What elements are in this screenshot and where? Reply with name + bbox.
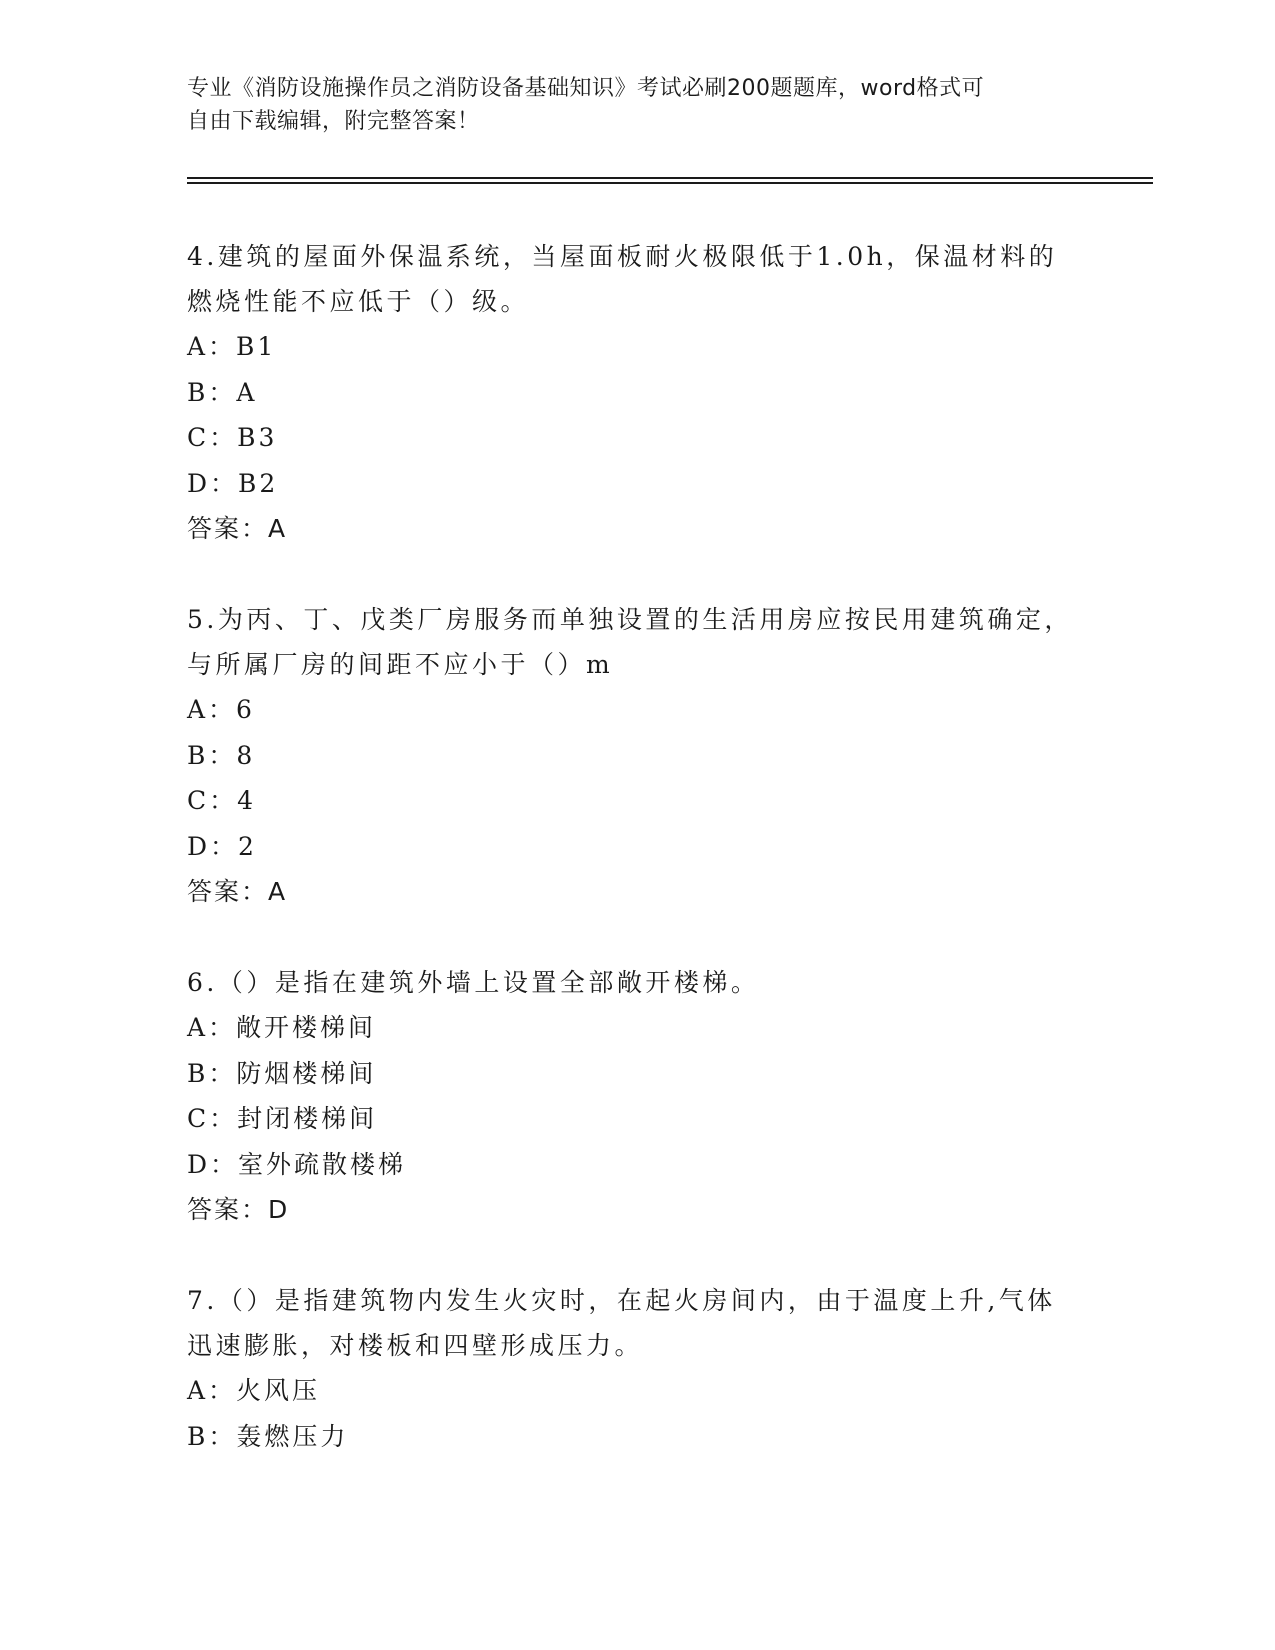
question-stem bbox=[187, 960, 1087, 1005]
option-a: A：火风压 bbox=[187, 1376, 321, 1405]
option-b: B：轰燃压力 bbox=[187, 1421, 349, 1451]
question-stem-line: 7.（）是指建筑物内发生火灾时，在起火房间内，由于温度上升,气体 bbox=[187, 1286, 1056, 1315]
question-stem-line: 迅速膨胀，对楼板和四壁形成压力。 bbox=[187, 1331, 644, 1360]
question-stem-line: 与所属厂房的间距不应小于（）m bbox=[187, 650, 614, 679]
question-5 bbox=[187, 597, 1087, 915]
header-divider-top bbox=[187, 177, 1153, 179]
question-6 bbox=[187, 960, 1087, 1233]
question-7 bbox=[187, 1278, 1087, 1459]
option-d: D：室外疏散楼梯 bbox=[187, 1149, 407, 1179]
document-header bbox=[187, 72, 1087, 138]
option-a: A：6 bbox=[187, 695, 255, 724]
question-stem-line: 6.（）是指在建筑外墙上设置全部敞开楼梯。 bbox=[187, 968, 760, 997]
question-stem-line: 4.建筑的屋面外保温系统，当屋面板耐火极限低于1.0h，保温材料的 bbox=[187, 242, 1058, 271]
option-b: B：A bbox=[187, 377, 258, 407]
question-stem-line: 燃烧性能不应低于（）级。 bbox=[187, 287, 530, 316]
answer-line: 答案：A bbox=[187, 877, 288, 906]
question-stem bbox=[187, 234, 1087, 324]
header-line-1: 专业《消防设施操作员之消防设备基础知识》考试必刷200题题库，word格式可 bbox=[187, 76, 985, 101]
option-d: D：2 bbox=[187, 831, 257, 861]
option-d: D：B2 bbox=[187, 468, 279, 498]
option-b: B：8 bbox=[187, 740, 256, 770]
question-4 bbox=[187, 234, 1087, 552]
question-stem-line: 5.为丙、丁、戊类厂房服务而单独设置的生活用房应按民用建筑确定， bbox=[187, 605, 1073, 634]
option-c: C：4 bbox=[187, 786, 257, 815]
option-b: B：防烟楼梯间 bbox=[187, 1058, 377, 1088]
answer-line: 答案：D bbox=[187, 1195, 290, 1224]
option-c: C：封闭楼梯间 bbox=[187, 1104, 378, 1133]
option-a: A：敞开楼梯间 bbox=[187, 1013, 377, 1042]
option-a: A：B1 bbox=[187, 332, 277, 361]
answer-line: 答案：A bbox=[187, 514, 288, 543]
header-divider-bottom bbox=[187, 182, 1153, 184]
header-line-2: 自由下载编辑，附完整答案！ bbox=[187, 109, 480, 134]
question-stem bbox=[187, 1278, 1087, 1368]
option-c: C：B3 bbox=[187, 423, 278, 452]
question-stem bbox=[187, 597, 1087, 687]
